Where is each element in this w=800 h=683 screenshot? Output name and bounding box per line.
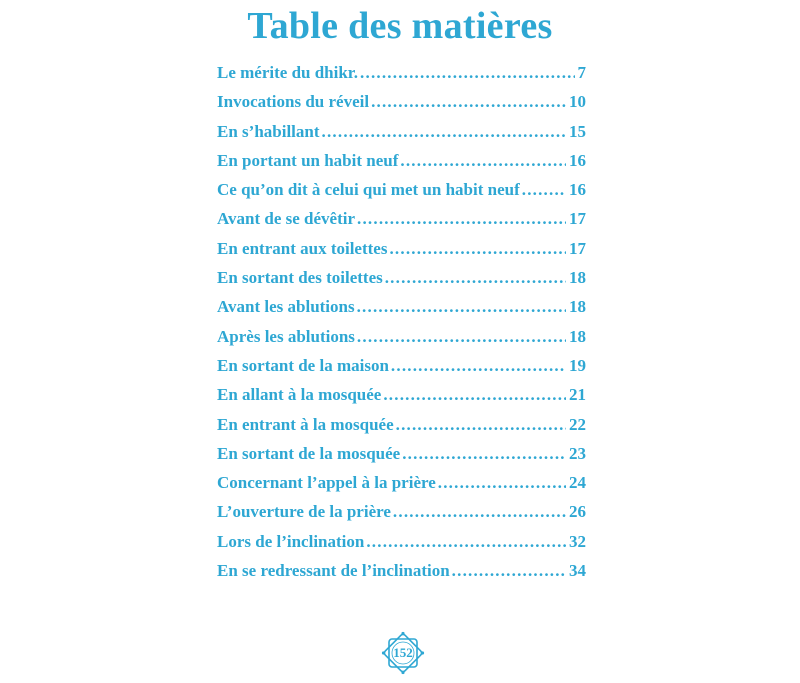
toc-entry-page: 32: [569, 531, 586, 551]
toc-entry-title: En sortant des toilettes: [217, 268, 383, 288]
dot-leader: [360, 63, 574, 83]
toc-entry-title: L’ouverture de la prière: [217, 502, 391, 522]
toc-entry-page: 18: [569, 297, 586, 317]
toc-entry-title: Avant de se dévêtir: [217, 209, 356, 229]
toc-entry: [217, 122, 586, 151]
dot-leader: [371, 92, 566, 112]
toc-entry-title: Ce qu’on dit à celui qui met un habit neuf: [217, 180, 520, 200]
toc-entry: [217, 151, 586, 180]
toc-entry: [217, 444, 586, 473]
toc-entry-page: 17: [569, 238, 586, 258]
toc-entry-title: Invocations du réveil: [217, 92, 370, 112]
dot-leader: [357, 209, 566, 229]
dot-leader: [391, 356, 566, 376]
page-title: Table des matières: [247, 5, 553, 47]
toc-entry: [217, 327, 586, 356]
toc-entry: [217, 209, 586, 238]
toc-entry: [217, 385, 586, 414]
dot-leader: [385, 268, 566, 288]
toc-entry-page: 34: [569, 561, 586, 581]
toc-entry: [217, 356, 586, 385]
toc-entry: [217, 92, 586, 121]
toc-entry: [217, 63, 586, 92]
toc-entry-page: 18: [569, 326, 586, 346]
toc-entry: [217, 502, 586, 531]
toc-entry-page: 24: [569, 473, 586, 493]
toc-entry-title: En entrant à la mosquée: [217, 414, 394, 434]
dot-leader: [366, 532, 566, 552]
dot-leader: [383, 385, 566, 405]
toc-entry-page: 22: [569, 414, 586, 434]
toc-entry: [217, 532, 586, 561]
toc-entry: [217, 415, 586, 444]
dot-leader: [389, 239, 566, 259]
toc-entry-title: En allant à la mosquée: [217, 385, 382, 405]
toc-entry-title: En sortant de la maison: [217, 355, 389, 375]
page-number: 152: [393, 645, 413, 660]
toc-entry-title: Avant les ablutions: [217, 297, 355, 317]
toc-entry: [217, 239, 586, 268]
dot-leader: [522, 180, 566, 200]
toc-entry-title: Lors de l’inclination: [217, 531, 365, 551]
toc-entry: [217, 473, 586, 502]
toc-entry-page: 10: [569, 92, 586, 112]
dot-leader: [400, 151, 566, 171]
toc-entry: [217, 268, 586, 297]
toc-entry-page: 19: [569, 355, 586, 375]
dot-leader: [402, 444, 566, 464]
toc-entry-title: En portant un habit neuf: [217, 150, 399, 170]
dot-leader: [322, 122, 566, 142]
table-of-contents: [217, 63, 586, 590]
toc-entry: [217, 180, 586, 209]
toc-entry-page: 16: [569, 180, 586, 200]
toc-entry-page: 26: [569, 502, 586, 522]
toc-entry-title: Concernant l’appel à la prière: [217, 473, 436, 493]
toc-entry-title: En s’habillant: [217, 121, 320, 141]
toc-entry-page: 17: [569, 209, 586, 229]
toc-entry-title: Le mérite du dhikr.: [217, 63, 359, 82]
dot-leader: [357, 327, 566, 347]
toc-entry-page: 23: [569, 443, 586, 463]
toc-entry-page: 15: [569, 121, 586, 141]
dot-leader: [396, 415, 566, 435]
toc-entry: [217, 297, 586, 326]
toc-entry-page: 16: [569, 150, 586, 170]
dot-leader: [438, 473, 566, 493]
dot-leader: [357, 297, 566, 317]
toc-entry-page: 18: [569, 268, 586, 288]
dot-leader: [393, 502, 566, 522]
toc-entry-title: En entrant aux toilettes: [217, 238, 388, 258]
toc-entry-title: En se redressant de l’inclination: [217, 561, 450, 581]
toc-entry-title: En sortant de la mosquée: [217, 443, 401, 463]
toc-entry-page: 21: [569, 385, 586, 405]
page-number-badge: [380, 630, 426, 676]
toc-entry-title: Après les ablutions: [217, 326, 355, 346]
dot-leader: [452, 561, 566, 581]
toc-entry-page: 7: [577, 63, 586, 82]
toc-entry: [217, 561, 586, 590]
